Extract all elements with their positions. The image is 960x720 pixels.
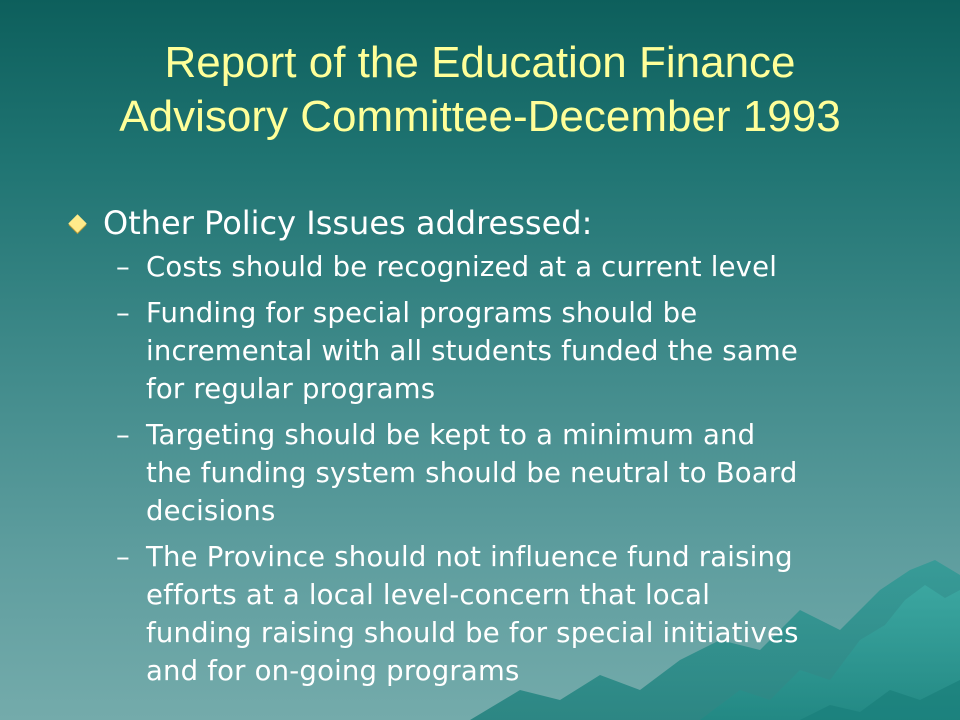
sub-item-line: decisions [146,495,276,527]
sub-item-funding [116,294,928,408]
sub-item-costs [116,248,928,286]
slide-title-line-1: Report of the Education Finance [164,38,796,87]
sub-item-line: funding raising should be for special initiatives [146,617,799,649]
sub-item-line: Costs should be recognized at a current level [146,251,778,283]
slide-title [40,36,920,144]
dash-marker: – [116,541,130,573]
slide-title-line-2: Advisory Committee-December 1993 [119,92,841,141]
slide-body [68,202,928,698]
sub-item-province [116,538,928,690]
sub-list [116,248,928,690]
sub-item-line: The Province should not influence fund raising [146,541,793,573]
bullet-item [68,202,928,248]
dash-marker: – [116,419,130,451]
sub-item-targeting [116,416,928,530]
sub-item-line: and for on-going programs [146,655,520,687]
bullet-label: Other Policy Issues addressed: [103,204,593,242]
sub-item-line: efforts at a local level-concern that local [146,579,711,611]
sub-item-line: incremental with all students funded the same [146,335,798,367]
sub-item-line: Targeting should be kept to a minimum and [146,419,756,451]
dash-marker: – [116,297,130,329]
sub-item-line: Funding for special programs should be [146,297,698,329]
diamond-icon [68,214,86,232]
sub-item-line: the funding system should be neutral to Board [146,457,798,489]
sub-item-line: for regular programs [146,373,436,405]
dash-marker: – [116,251,130,283]
